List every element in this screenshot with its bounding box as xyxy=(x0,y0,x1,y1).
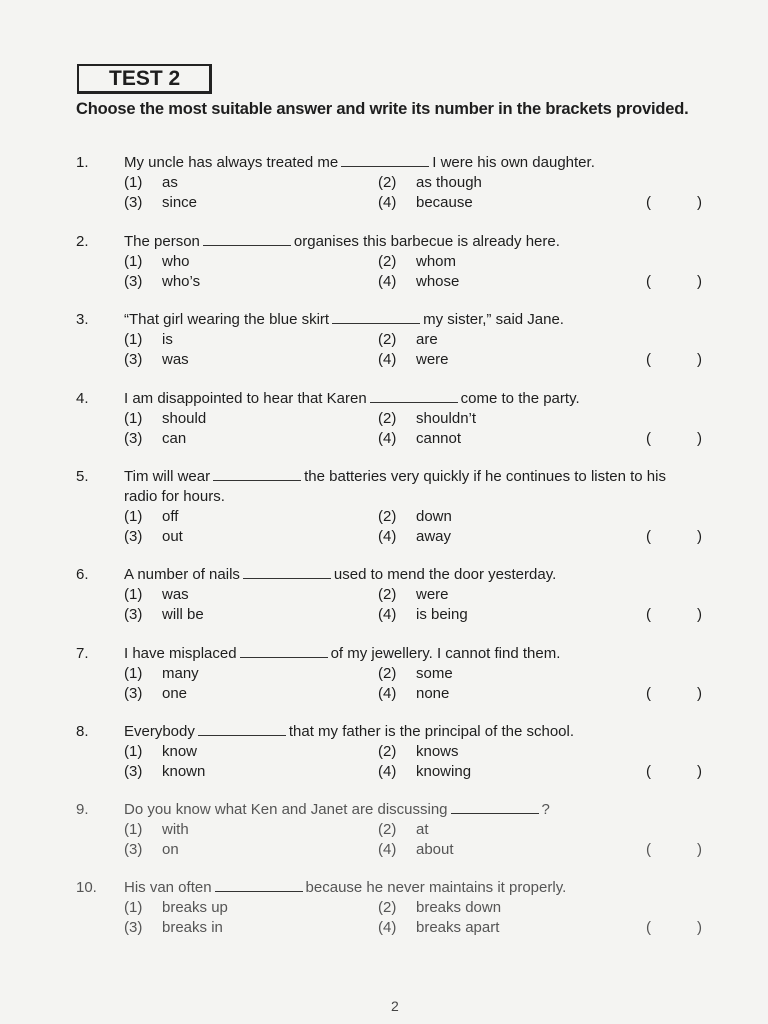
answer-brackets[interactable] xyxy=(646,430,702,448)
option-3 xyxy=(124,606,204,624)
option-text: since xyxy=(162,194,198,211)
question-number: 4. xyxy=(76,390,89,407)
option-1 xyxy=(124,586,189,604)
option-text: cannot xyxy=(416,430,462,447)
option-label: (3) xyxy=(124,528,143,545)
option-label: (4) xyxy=(378,919,397,936)
option-text: were xyxy=(416,351,449,368)
option-label: (4) xyxy=(378,528,397,545)
option-label: (4) xyxy=(378,351,397,368)
option-label: (2) xyxy=(378,743,397,760)
stem-before-blank: Everybody xyxy=(124,723,195,740)
bracket-close: ) xyxy=(697,763,702,780)
question-7 xyxy=(0,645,768,715)
option-4 xyxy=(378,351,449,369)
option-text: down xyxy=(416,508,452,525)
option-4 xyxy=(378,273,459,291)
option-label: (2) xyxy=(378,899,397,916)
option-text: known xyxy=(162,763,206,780)
option-3 xyxy=(124,919,223,937)
option-1 xyxy=(124,743,197,761)
bracket-open: ( xyxy=(646,841,651,858)
option-text: was xyxy=(162,351,189,368)
option-label: (4) xyxy=(378,273,397,290)
option-label: (4) xyxy=(378,763,397,780)
question-stem xyxy=(124,801,550,819)
option-4 xyxy=(378,685,449,703)
bracket-open: ( xyxy=(646,919,651,936)
option-1 xyxy=(124,410,206,428)
stem-after-blank: because he never maintains it properly. xyxy=(305,879,567,896)
stem-before-blank: His van often xyxy=(124,879,212,896)
bracket-open: ( xyxy=(646,685,651,702)
answer-brackets[interactable] xyxy=(646,606,702,624)
question-8 xyxy=(0,723,768,793)
stem-before-blank: Do you know what Ken and Janet are discussing xyxy=(124,801,448,818)
option-1 xyxy=(124,508,178,526)
bracket-open: ( xyxy=(646,763,651,780)
answer-brackets[interactable] xyxy=(646,919,702,937)
option-text: breaks up xyxy=(162,899,228,916)
question-stem xyxy=(124,233,560,251)
option-2 xyxy=(378,174,482,192)
stem-before-blank: I have misplaced xyxy=(124,645,237,662)
option-text: who xyxy=(162,253,190,270)
option-label: (3) xyxy=(124,430,143,447)
question-stem xyxy=(124,390,580,408)
page-number: 2 xyxy=(391,998,399,1014)
option-3 xyxy=(124,685,187,703)
option-text: at xyxy=(416,821,429,838)
option-text: are xyxy=(416,331,438,348)
option-text: can xyxy=(162,430,187,447)
option-label: (3) xyxy=(124,273,143,290)
stem-before-blank: My uncle has always treated me xyxy=(124,154,339,171)
option-label: (1) xyxy=(124,665,143,682)
option-label: (2) xyxy=(378,508,397,525)
bracket-close: ) xyxy=(697,841,702,858)
question-5 xyxy=(0,468,768,545)
option-3 xyxy=(124,841,179,859)
test-title: TEST 2 xyxy=(77,64,212,94)
option-2 xyxy=(378,821,429,839)
option-3 xyxy=(124,194,197,212)
option-text: is xyxy=(162,331,173,348)
option-2 xyxy=(378,410,476,428)
answer-blank xyxy=(332,311,420,324)
option-text: should xyxy=(162,410,207,427)
option-4 xyxy=(378,763,471,781)
option-text: out xyxy=(162,528,183,545)
option-label: (2) xyxy=(378,331,397,348)
option-label: (3) xyxy=(124,919,143,936)
option-label: (2) xyxy=(378,253,397,270)
option-text: one xyxy=(162,685,188,702)
option-3 xyxy=(124,351,189,369)
question-number: 10. xyxy=(76,879,97,896)
bracket-close: ) xyxy=(697,194,702,211)
option-label: (1) xyxy=(124,253,143,270)
option-text: breaks in xyxy=(162,919,223,936)
option-4 xyxy=(378,194,473,212)
answer-blank xyxy=(370,390,458,403)
stem-after-blank: ? xyxy=(541,801,550,818)
answer-blank xyxy=(240,645,328,658)
option-2 xyxy=(378,508,452,526)
option-text: as though xyxy=(416,174,482,191)
option-4 xyxy=(378,606,468,624)
bracket-open: ( xyxy=(646,528,651,545)
question-2 xyxy=(0,233,768,303)
bracket-close: ) xyxy=(697,528,702,545)
option-2 xyxy=(378,899,501,917)
question-6 xyxy=(0,566,768,636)
option-2 xyxy=(378,253,456,271)
option-2 xyxy=(378,743,459,761)
answer-brackets[interactable] xyxy=(646,841,702,859)
option-label: (3) xyxy=(124,351,143,368)
stem-after-blank: of my jewellery. I cannot find them. xyxy=(330,645,561,662)
stem-after-blank: used to mend the door yesterday. xyxy=(333,566,557,583)
question-stem xyxy=(124,468,666,486)
option-text: with xyxy=(162,821,189,838)
option-text: many xyxy=(162,665,199,682)
option-text: away xyxy=(416,528,452,545)
option-2 xyxy=(378,586,449,604)
option-label: (1) xyxy=(124,508,143,525)
option-label: (2) xyxy=(378,586,397,603)
answer-blank xyxy=(198,723,286,736)
question-number: 5. xyxy=(76,468,89,485)
option-text: whom xyxy=(416,253,457,270)
option-label: (2) xyxy=(378,174,397,191)
answer-blank xyxy=(203,233,291,246)
option-text: knowing xyxy=(416,763,472,780)
option-label: (3) xyxy=(124,194,143,211)
question-number: 3. xyxy=(76,311,89,328)
option-label: (4) xyxy=(378,685,397,702)
instruction-text: Choose the most suitable answer and write its number in the brackets provided. xyxy=(76,100,689,118)
stem-after-blank: come to the party. xyxy=(460,390,580,407)
option-text: knows xyxy=(416,743,459,760)
stem-before-blank: I am disappointed to hear that Karen xyxy=(124,390,367,407)
question-3 xyxy=(0,311,768,381)
bracket-close: ) xyxy=(697,351,702,368)
bracket-close: ) xyxy=(697,685,702,702)
option-text: was xyxy=(162,586,189,603)
option-label: (2) xyxy=(378,410,397,427)
question-number: 8. xyxy=(76,723,89,740)
option-3 xyxy=(124,528,183,546)
option-label: (1) xyxy=(124,174,143,191)
option-4 xyxy=(378,919,499,937)
option-text: whose xyxy=(416,273,460,290)
option-label: (1) xyxy=(124,410,143,427)
question-10 xyxy=(0,879,768,949)
option-text: who’s xyxy=(162,273,201,290)
option-label: (1) xyxy=(124,586,143,603)
question-number: 6. xyxy=(76,566,89,583)
option-3 xyxy=(124,430,186,448)
question-stem xyxy=(124,154,595,172)
option-4 xyxy=(378,430,461,448)
bracket-open: ( xyxy=(646,194,651,211)
option-label: (1) xyxy=(124,743,143,760)
stem-after-blank: my sister,” said Jane. xyxy=(423,311,564,328)
bracket-close: ) xyxy=(697,606,702,623)
option-text: as xyxy=(162,174,178,191)
option-label: (1) xyxy=(124,899,143,916)
option-1 xyxy=(124,174,178,192)
question-stem xyxy=(124,879,566,897)
option-text: will be xyxy=(162,606,204,623)
stem-before-blank: The person xyxy=(124,233,200,250)
option-text: shouldn’t xyxy=(416,410,477,427)
stem-before-blank: “That girl wearing the blue skirt xyxy=(124,311,330,328)
answer-brackets[interactable] xyxy=(646,763,702,781)
bracket-open: ( xyxy=(646,606,651,623)
option-1 xyxy=(124,253,190,271)
answer-blank xyxy=(213,468,301,481)
bracket-open: ( xyxy=(646,430,651,447)
option-3 xyxy=(124,763,205,781)
option-label: (3) xyxy=(124,763,143,780)
answer-blank xyxy=(243,566,331,579)
question-stem xyxy=(124,645,560,663)
option-label: (1) xyxy=(124,821,143,838)
option-label: (3) xyxy=(124,606,143,623)
question-number: 9. xyxy=(76,801,89,818)
option-text: about xyxy=(416,841,454,858)
option-text: on xyxy=(162,841,179,858)
question-stem xyxy=(124,566,556,584)
option-text: know xyxy=(162,743,198,760)
option-text: is being xyxy=(416,606,468,623)
bracket-close: ) xyxy=(697,919,702,936)
option-text: breaks apart xyxy=(416,919,500,936)
stem-after-blank: organises this barbecue is already here. xyxy=(293,233,560,250)
option-2 xyxy=(378,665,453,683)
question-9 xyxy=(0,801,768,871)
option-label: (4) xyxy=(378,430,397,447)
option-label: (4) xyxy=(378,606,397,623)
answer-brackets[interactable] xyxy=(646,351,702,369)
question-4 xyxy=(0,390,768,460)
stem-before-blank: Tim will wear xyxy=(124,468,211,485)
stem-after-blank: I were his own daughter. xyxy=(432,154,595,171)
answer-brackets[interactable] xyxy=(646,194,702,212)
answer-brackets[interactable] xyxy=(646,528,702,546)
question-number: 2. xyxy=(76,233,89,250)
option-text: because xyxy=(416,194,473,211)
option-text: none xyxy=(416,685,450,702)
answer-blank xyxy=(451,801,539,814)
bracket-close: ) xyxy=(697,430,702,447)
option-label: (3) xyxy=(124,685,143,702)
stem-after-blank: the batteries very quickly if he continues to listen to his xyxy=(304,468,666,485)
question-number: 1. xyxy=(76,154,89,171)
option-1 xyxy=(124,821,189,839)
option-label: (3) xyxy=(124,841,143,858)
option-1 xyxy=(124,899,228,917)
question-stem xyxy=(124,723,574,741)
bracket-close: ) xyxy=(697,273,702,290)
question-number: 7. xyxy=(76,645,89,662)
option-2 xyxy=(378,331,438,349)
option-label: (1) xyxy=(124,331,143,348)
option-3 xyxy=(124,273,200,291)
stem-after-blank: that my father is the principal of the school. xyxy=(288,723,575,740)
bracket-open: ( xyxy=(646,351,651,368)
answer-blank xyxy=(215,879,303,892)
option-text: off xyxy=(162,508,179,525)
question-1 xyxy=(0,154,768,224)
option-1 xyxy=(124,665,199,683)
option-text: breaks down xyxy=(416,899,502,916)
answer-blank xyxy=(341,154,429,167)
option-1 xyxy=(124,331,173,349)
option-label: (4) xyxy=(378,194,397,211)
answer-brackets[interactable] xyxy=(646,273,702,291)
question-stem xyxy=(124,311,564,329)
option-4 xyxy=(378,841,454,859)
option-text: were xyxy=(416,586,449,603)
option-4 xyxy=(378,528,451,546)
option-label: (4) xyxy=(378,841,397,858)
answer-brackets[interactable] xyxy=(646,685,702,703)
question-stem-continuation: radio for hours. xyxy=(124,488,225,505)
stem-before-blank: A number of nails xyxy=(124,566,240,583)
option-label: (2) xyxy=(378,665,397,682)
option-label: (2) xyxy=(378,821,397,838)
option-text: some xyxy=(416,665,453,682)
bracket-open: ( xyxy=(646,273,651,290)
